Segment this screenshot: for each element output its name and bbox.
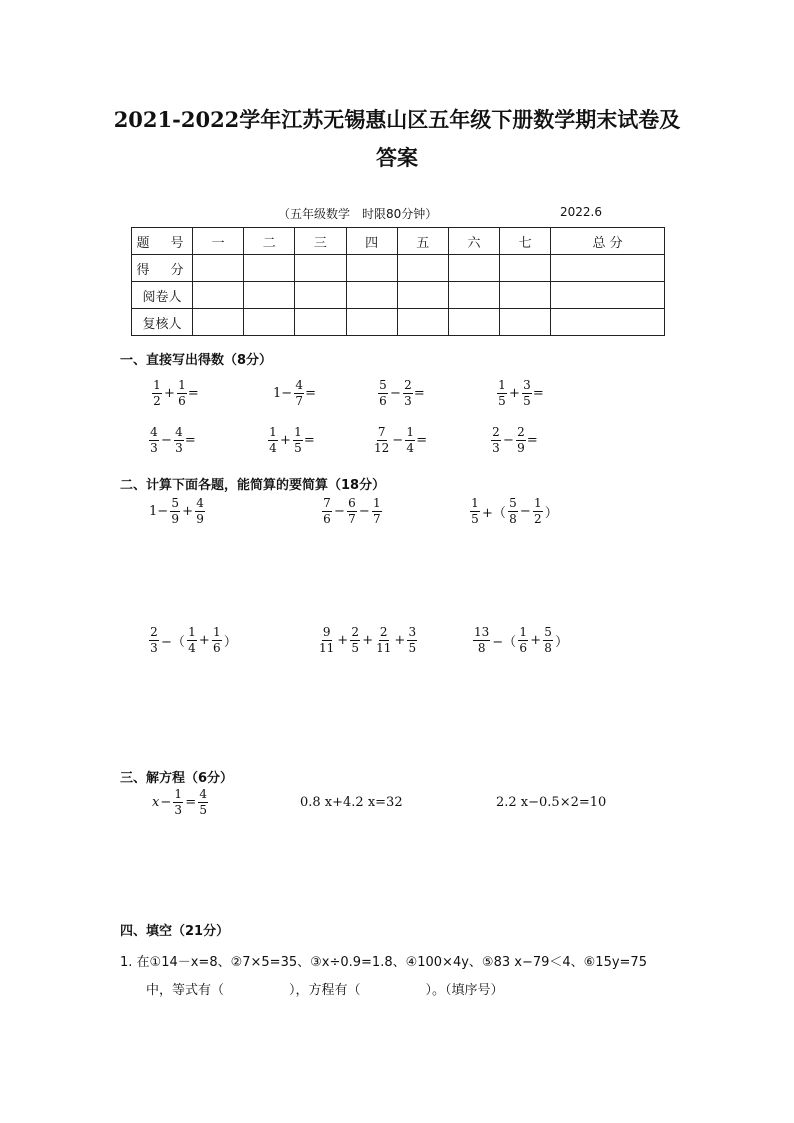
problem: [151, 378, 199, 409]
table-row: [132, 309, 665, 336]
denominator: 3: [404, 394, 412, 408]
denominator: 4: [269, 441, 277, 455]
numerator: 2: [517, 425, 525, 439]
fraction: [516, 425, 526, 456]
score-cell: [397, 282, 448, 309]
score-cell: [193, 309, 244, 336]
operator: −: [390, 386, 401, 401]
equals: =: [303, 433, 315, 448]
problem: [490, 425, 538, 456]
numerator: 1: [178, 378, 186, 392]
operator: +: [164, 386, 175, 401]
fraction: [268, 425, 278, 456]
denominator: 5: [294, 441, 302, 455]
fraction: [403, 378, 413, 409]
equals: =: [532, 386, 544, 401]
section-4-title: 四、填空（21分）: [120, 924, 230, 939]
fraction: [378, 378, 388, 409]
numerator: 2: [404, 378, 412, 392]
score-table-header: [132, 228, 665, 255]
score-cell: [295, 309, 346, 336]
denominator: 12: [374, 441, 390, 455]
lead-term: 1−: [273, 386, 293, 401]
denominator: 9: [517, 441, 525, 455]
numerator: 4: [295, 378, 303, 392]
operator: −: [392, 433, 404, 448]
score-cell: [448, 282, 499, 309]
problem: [377, 378, 425, 409]
exam-date: 2022.6: [560, 205, 602, 219]
equals: =: [184, 433, 196, 448]
fraction: [497, 378, 507, 409]
section-2-title: 二、计算下面各题，能简算的要简算（18分）: [120, 478, 386, 493]
denominator: 5: [498, 394, 506, 408]
header-cell: 四: [346, 228, 397, 255]
score-cell: [244, 255, 295, 282]
fraction: [294, 378, 304, 409]
numerator: 2: [492, 425, 500, 439]
denominator: 6: [379, 394, 387, 408]
denominator: 3: [150, 441, 158, 455]
question-1-line-2: 中，等式有（ ），方程有（ ）。（填序号）: [146, 983, 504, 998]
table-row: [132, 282, 665, 309]
score-cell: [500, 309, 551, 336]
denominator: 7: [295, 394, 303, 408]
denominator: 5: [523, 394, 531, 408]
page-title-continued: 答案: [376, 145, 418, 170]
fraction: [522, 378, 532, 409]
equation: 2.2 x−0.5×2=10: [496, 795, 607, 810]
numerator: 4: [175, 425, 183, 439]
score-cell: [551, 309, 665, 336]
row-label: 复核人: [132, 309, 193, 336]
table-row: [132, 255, 665, 282]
score-cell: [448, 255, 499, 282]
operator: −: [503, 433, 514, 448]
problem: $\frac{7}{6}$ − $\frac{6}{7}$ − $\frac{1}{7}$: [323, 496, 381, 526]
problem: $\frac{13}{8}$ −（ $\frac{1}{6}$ + $\frac{5}{8}$ ）: [474, 625, 569, 655]
question-1-line-1: 1. 在①14－x=8、②7×5=35、③x÷0.9=1.8、④100×4y、⑤83 x−79＜4、⑥15y=75: [120, 955, 647, 970]
problem: [272, 378, 316, 409]
fraction: [174, 425, 184, 456]
section-1-title: 一、直接写出得数（8分）: [120, 353, 273, 368]
fraction: [491, 425, 501, 456]
score-cell: [448, 309, 499, 336]
score-cell: [346, 282, 397, 309]
section-3-title: 三、解方程（6分）: [120, 771, 234, 786]
score-cell: [346, 309, 397, 336]
problem: [496, 378, 544, 409]
equation: 0.8 x+4.2 x=32: [300, 795, 403, 810]
numerator: 1: [406, 425, 414, 439]
problem: $\frac{2}{3}$ −（ $\frac{1}{4}$ + $\frac{1}{6}$ ）: [150, 625, 237, 655]
score-cell: [193, 282, 244, 309]
equals: =: [526, 433, 538, 448]
score-cell: [193, 255, 244, 282]
header-cell: 二: [244, 228, 295, 255]
numerator: 5: [379, 378, 387, 392]
score-cell: [244, 282, 295, 309]
header-cell: 三: [295, 228, 346, 255]
header-cell: 五: [397, 228, 448, 255]
operator: −: [161, 433, 172, 448]
score-cell: [551, 282, 665, 309]
problem: [267, 425, 315, 456]
problem: [148, 425, 196, 456]
equals: =: [305, 386, 317, 401]
header-cell: 七: [500, 228, 551, 255]
fraction: [149, 425, 159, 456]
header-cell: 六: [448, 228, 499, 255]
numerator: 1: [498, 378, 506, 392]
denominator: 3: [175, 441, 183, 455]
score-cell: [551, 255, 665, 282]
fraction: [373, 425, 390, 456]
denominator: 4: [406, 441, 414, 455]
problem: $\frac{9}{11}$ + $\frac{2}{5}$ + $\frac{2}{11}$ + $\frac{3}{5}$: [319, 625, 417, 655]
numerator: 7: [377, 425, 386, 439]
fraction: [405, 425, 415, 456]
numerator: 4: [150, 425, 158, 439]
score-cell: [295, 255, 346, 282]
equals: =: [416, 433, 428, 448]
problem: [372, 425, 427, 456]
equals: =: [413, 386, 425, 401]
score-cell: [397, 255, 448, 282]
score-cell: [244, 309, 295, 336]
equation: x − $\frac{1}{3}$ = $\frac{4}{5}$: [152, 787, 207, 817]
fraction: [152, 378, 162, 409]
fraction: [293, 425, 303, 456]
operator: +: [280, 433, 291, 448]
score-cell: [500, 255, 551, 282]
equals: =: [187, 386, 199, 401]
header-cell: 题 号: [132, 228, 193, 255]
score-cell: [295, 282, 346, 309]
score-table: [131, 227, 665, 336]
problem: $\frac{1}{5}$ +（ $\frac{5}{8}$ − $\frac{1}{2}$ ）: [471, 496, 558, 526]
header-cell: 一: [193, 228, 244, 255]
page-title: 2021-2022学年江苏无锡惠山区五年级下册数学期末试卷及: [113, 107, 681, 132]
numerator: 1: [269, 425, 277, 439]
fraction: [177, 378, 187, 409]
denominator: 3: [492, 441, 500, 455]
numerator: 1: [294, 425, 302, 439]
exam-info: （五年级数学 时限80分钟）: [278, 207, 438, 221]
denominator: 6: [178, 394, 186, 408]
score-cell: [500, 282, 551, 309]
row-label: 阅卷人: [132, 282, 193, 309]
score-cell: [397, 309, 448, 336]
numerator: 1: [153, 378, 161, 392]
problem: 1− $\frac{5}{9}$ + $\frac{4}{9}$: [149, 496, 204, 526]
denominator: 2: [153, 394, 161, 408]
numerator: 3: [523, 378, 531, 392]
row-label: 得 分: [132, 255, 193, 282]
score-cell: [346, 255, 397, 282]
operator: +: [509, 386, 520, 401]
header-cell: 总 分: [551, 228, 665, 255]
